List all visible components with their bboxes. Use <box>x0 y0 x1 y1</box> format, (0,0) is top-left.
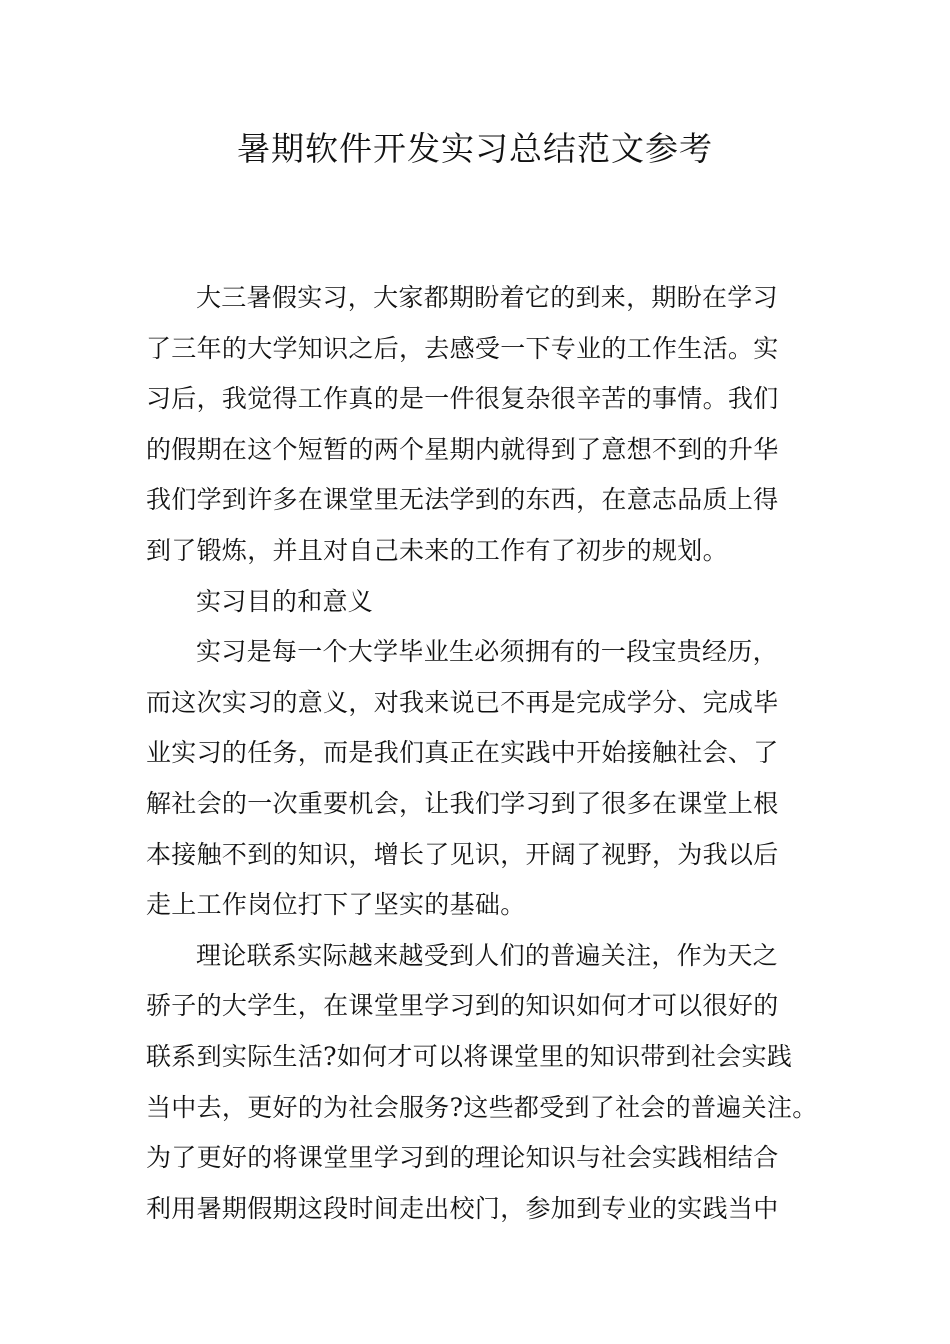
paragraph-line: 习后，我觉得工作真的是一件很复杂很辛苦的事情。我们 <box>146 384 779 414</box>
paragraph-line: 骄子的大学生，在课堂里学习到的知识如何才可以很好的 <box>146 991 779 1021</box>
paragraph-line: 而这次实习的意义，对我来说已不再是完成学分、完成毕 <box>146 687 779 717</box>
paragraph-line: 利用暑期假期这段时间走出校门，参加到专业的实践当中 <box>146 1193 779 1223</box>
paragraph-line: 实习是每一个大学毕业生必须拥有的一段宝贵经历， <box>196 637 778 667</box>
paragraph-line: 的假期在这个短暂的两个星期内就得到了意想不到的升华 <box>146 434 779 464</box>
paragraph-line: 理论联系实际越来越受到人们的普遍关注，作为天之 <box>196 940 778 970</box>
paragraph-line: 为了更好的将课堂里学习到的理论知识与社会实践相结合 <box>146 1143 779 1173</box>
paragraph-line: 大三暑假实习，大家都期盼着它的到来，期盼在学习 <box>196 283 778 312</box>
document-body <box>146 273 818 1234</box>
document-title: 暑期软件开发实习总结范文参考 <box>237 129 713 168</box>
paragraph-line: 走上工作岗位打下了坚实的基础。 <box>146 890 526 920</box>
paragraph-line: 业实习的任务，而是我们真正在实践中开始接触社会、了 <box>146 738 779 768</box>
paragraph-line: 了三年的大学知识之后，去感受一下专业的工作生活。实 <box>146 333 779 363</box>
section-heading: 实习目的和意义 <box>196 586 374 616</box>
paragraph-line: 当中去，更好的为社会服务?这些都受到了社会的普遍关注。 <box>146 1092 818 1122</box>
paragraph-line: 本接触不到的知识，增长了见识，开阔了视野，为我以后 <box>146 839 779 869</box>
paragraph-line: 联系到实际生活?如何才可以将课堂里的知识带到社会实践 <box>146 1041 793 1071</box>
paragraph-line: 我们学到许多在课堂里无法学到的东西，在意志品质上得 <box>146 485 779 515</box>
paragraph-line: 到了锻炼，并且对自己未来的工作有了初步的规划。 <box>146 535 728 565</box>
paragraph-line: 解社会的一次重要机会，让我们学习到了很多在课堂上根 <box>146 788 779 818</box>
